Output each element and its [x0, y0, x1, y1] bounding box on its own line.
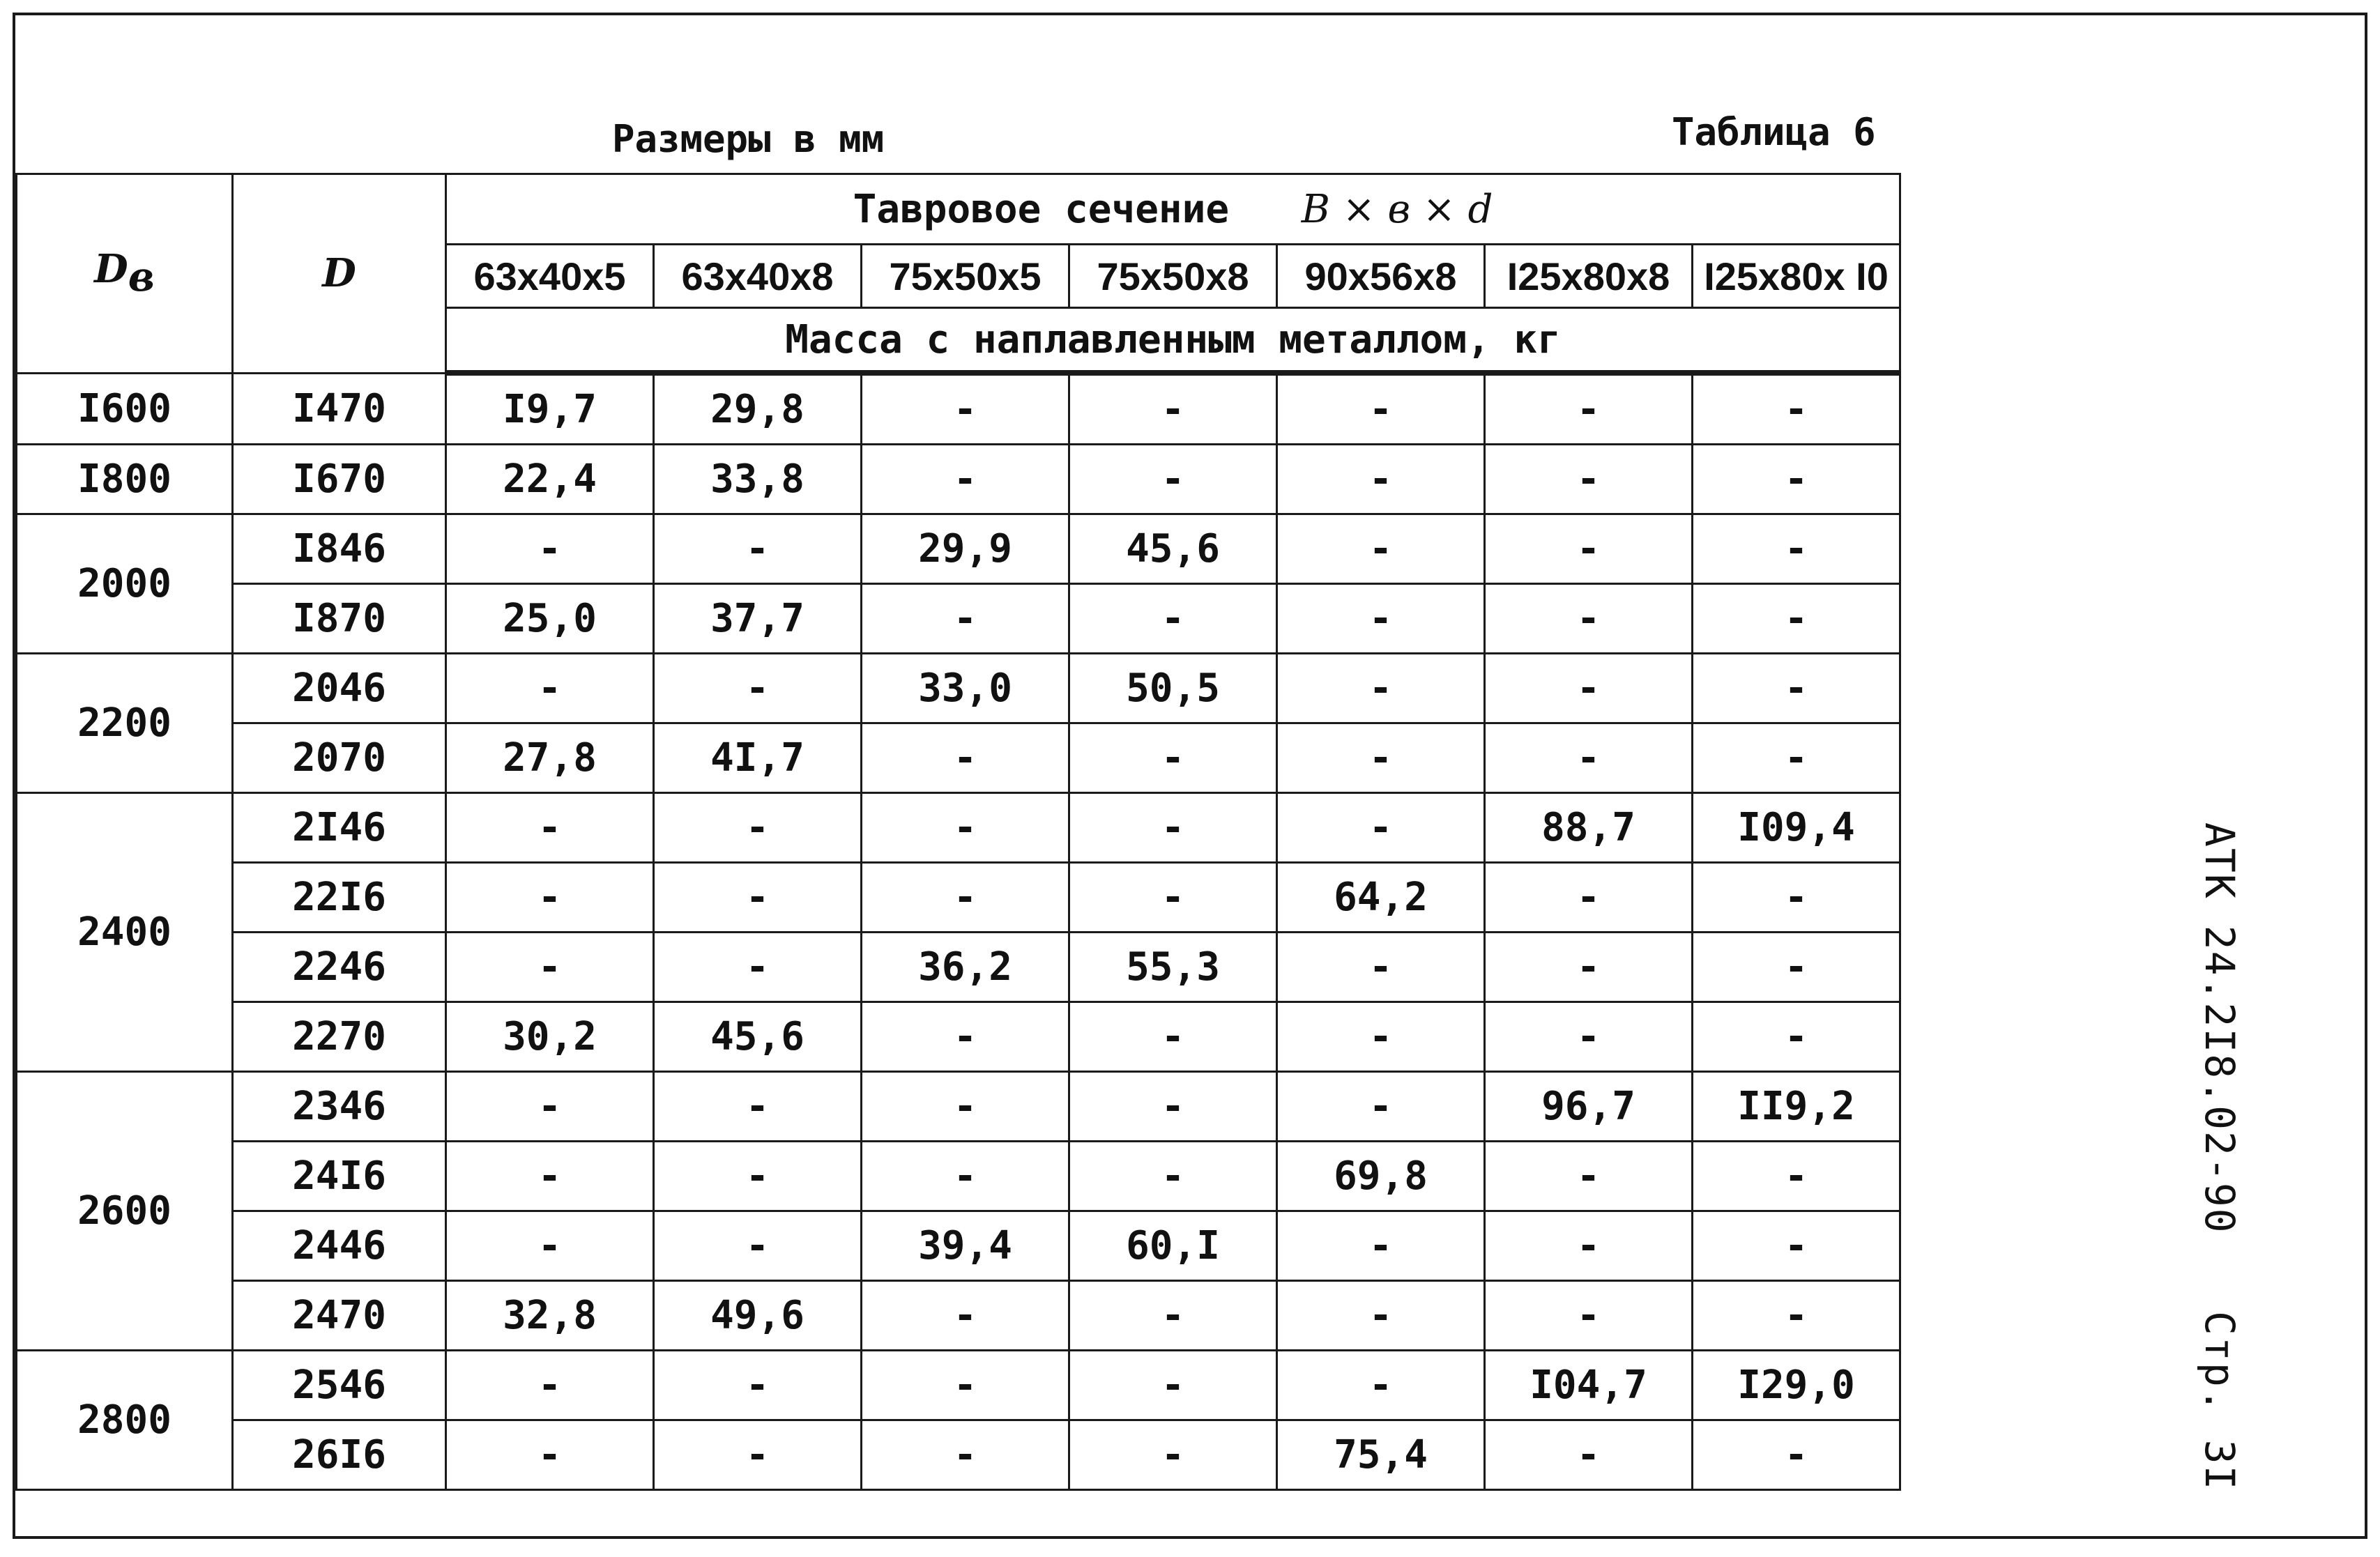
- mass-value-cell: -: [1277, 1211, 1485, 1281]
- mass-value-cell: -: [862, 723, 1069, 793]
- profile-header: 75x50x8: [1069, 245, 1277, 308]
- table-label: Таблица 6: [1672, 110, 1876, 154]
- mass-value-cell: 25,0: [446, 584, 654, 654]
- mass-value-cell: -: [1069, 723, 1277, 793]
- mass-value-cell: 4I,7: [654, 723, 862, 793]
- mass-value-cell: -: [1485, 1281, 1693, 1351]
- mass-value-cell: I09,4: [1693, 793, 1900, 863]
- mass-value-cell: -: [1485, 445, 1693, 514]
- table-row: [17, 1420, 1900, 1490]
- mass-value-cell: 69,8: [1277, 1142, 1485, 1211]
- mass-value-cell: -: [446, 933, 654, 1002]
- d-cell: 2470: [233, 1281, 446, 1351]
- mass-value-cell: -: [862, 584, 1069, 654]
- mass-value-cell: -: [446, 793, 654, 863]
- side-reference: [2196, 822, 2243, 1491]
- mass-value-cell: 55,3: [1069, 933, 1277, 1002]
- mass-value-cell: 29,9: [862, 514, 1069, 584]
- mass-value-cell: -: [1693, 654, 1900, 723]
- d-cell: 26I6: [233, 1420, 446, 1490]
- mass-value-cell: 29,8: [654, 373, 862, 445]
- page-number: Стр. 3I: [2196, 1310, 2243, 1491]
- mass-value-cell: 32,8: [446, 1281, 654, 1351]
- d-cell: I670: [233, 445, 446, 514]
- mass-value-cell: 75,4: [1277, 1420, 1485, 1490]
- table-row: [17, 514, 1900, 584]
- mass-value-cell: -: [654, 1211, 862, 1281]
- dv-cell: I800: [17, 445, 233, 514]
- mass-value-cell: -: [446, 1420, 654, 1490]
- mass-value-cell: -: [654, 654, 862, 723]
- mass-value-cell: -: [1069, 793, 1277, 863]
- d-cell: 2270: [233, 1002, 446, 1072]
- mass-value-cell: 64,2: [1277, 863, 1485, 933]
- table-row: [17, 373, 1900, 445]
- mass-value-cell: I04,7: [1485, 1351, 1693, 1420]
- mass-value-cell: -: [1069, 584, 1277, 654]
- mass-value-cell: -: [654, 793, 862, 863]
- mass-value-cell: 39,4: [862, 1211, 1069, 1281]
- mass-value-cell: -: [1277, 1002, 1485, 1072]
- profile-header: I25x80x8: [1485, 245, 1693, 308]
- dv-cell: 2600: [17, 1072, 233, 1351]
- mass-value-cell: -: [1485, 1211, 1693, 1281]
- table-row: [17, 723, 1900, 793]
- mass-value-cell: -: [1277, 445, 1485, 514]
- mass-value-cell: -: [1069, 1420, 1277, 1490]
- table-row: [17, 933, 1900, 1002]
- profile-header: 90x56x8: [1277, 245, 1485, 308]
- mass-value-cell: -: [1485, 1420, 1693, 1490]
- d-cell: 2070: [233, 723, 446, 793]
- mass-value-cell: -: [1277, 933, 1485, 1002]
- mass-value-cell: 45,6: [1069, 514, 1277, 584]
- section-title: Тавровое сечение: [853, 186, 1230, 232]
- mass-value-cell: -: [862, 445, 1069, 514]
- mass-value-cell: -: [862, 863, 1069, 933]
- dv-cell: I600: [17, 373, 233, 445]
- mass-value-cell: -: [1485, 654, 1693, 723]
- mass-value-cell: -: [1485, 514, 1693, 584]
- mass-value-cell: -: [1485, 584, 1693, 654]
- mass-value-cell: -: [1069, 1072, 1277, 1142]
- mass-value-cell: -: [862, 1072, 1069, 1142]
- d-cell: 22I6: [233, 863, 446, 933]
- mass-value-cell: -: [654, 1072, 862, 1142]
- mass-value-cell: -: [1069, 863, 1277, 933]
- d-cell: 2046: [233, 654, 446, 723]
- mass-value-cell: -: [1485, 863, 1693, 933]
- mass-value-cell: -: [446, 514, 654, 584]
- mass-value-cell: -: [1693, 933, 1900, 1002]
- mass-value-cell: -: [1693, 514, 1900, 584]
- mass-value-cell: -: [654, 863, 862, 933]
- mass-value-cell: -: [1485, 723, 1693, 793]
- mass-value-cell: -: [1069, 1351, 1277, 1420]
- mass-value-cell: II9,2: [1693, 1072, 1900, 1142]
- d-cell: I470: [233, 373, 446, 445]
- mass-value-cell: -: [1277, 793, 1485, 863]
- mass-value-cell: -: [654, 1142, 862, 1211]
- mass-value-cell: 88,7: [1485, 793, 1693, 863]
- mass-value-cell: -: [1277, 1281, 1485, 1351]
- dv-cell: 2800: [17, 1351, 233, 1490]
- d-cell: I846: [233, 514, 446, 584]
- mass-value-cell: -: [1693, 373, 1900, 445]
- profile-header: 75x50x5: [862, 245, 1069, 308]
- d-cell: 24I6: [233, 1142, 446, 1211]
- mass-value-cell: -: [1277, 373, 1485, 445]
- table-row: [17, 1211, 1900, 1281]
- mass-value-cell: -: [1693, 445, 1900, 514]
- dv-cell: 2000: [17, 514, 233, 654]
- mass-value-cell: -: [862, 793, 1069, 863]
- mass-value-cell: -: [1693, 1211, 1900, 1281]
- mass-value-cell: -: [1277, 584, 1485, 654]
- section-title-cell: [446, 174, 1900, 245]
- dv-cell: 2200: [17, 654, 233, 793]
- mass-value-cell: -: [1069, 1002, 1277, 1072]
- mass-value-cell: 60,I: [1069, 1211, 1277, 1281]
- mass-value-cell: 50,5: [1069, 654, 1277, 723]
- mass-value-cell: -: [1693, 1420, 1900, 1490]
- mass-caption: Масса с наплавленным металлом, кг: [446, 308, 1900, 374]
- table-body: [17, 373, 1900, 1490]
- mass-value-cell: -: [1277, 514, 1485, 584]
- mass-value-cell: -: [1485, 1002, 1693, 1072]
- mass-value-cell: -: [446, 1072, 654, 1142]
- mass-value-cell: I9,7: [446, 373, 654, 445]
- profile-header: I25x80x I0: [1693, 245, 1900, 308]
- mass-value-cell: -: [1069, 445, 1277, 514]
- table-row: [17, 1281, 1900, 1351]
- mass-value-cell: -: [1069, 373, 1277, 445]
- mass-value-cell: -: [654, 514, 862, 584]
- mass-value-cell: -: [1485, 933, 1693, 1002]
- document-code: АТК 24.2I8.02-90: [2196, 822, 2243, 1234]
- mass-value-cell: -: [1069, 1281, 1277, 1351]
- mass-value-cell: -: [1277, 1351, 1485, 1420]
- mass-value-cell: -: [862, 1002, 1069, 1072]
- mass-value-cell: -: [1277, 654, 1485, 723]
- mass-value-cell: 36,2: [862, 933, 1069, 1002]
- mass-value-cell: 37,7: [654, 584, 862, 654]
- mass-value-cell: -: [862, 1351, 1069, 1420]
- table-row: [17, 1072, 1900, 1142]
- d-cell: 2346: [233, 1072, 446, 1142]
- table-row: [17, 1002, 1900, 1072]
- mass-value-cell: -: [1693, 723, 1900, 793]
- mass-value-cell: -: [446, 1142, 654, 1211]
- mass-value-cell: 27,8: [446, 723, 654, 793]
- dv-cell: 2400: [17, 793, 233, 1072]
- d-cell: 2446: [233, 1211, 446, 1281]
- table-row: [17, 793, 1900, 863]
- mass-value-cell: 22,4: [446, 445, 654, 514]
- profile-header: 63x40x5: [446, 245, 654, 308]
- mass-value-cell: -: [1693, 584, 1900, 654]
- header-dv: $D_в$: [17, 174, 233, 374]
- units-caption: Размеры в мм: [612, 117, 885, 161]
- mass-value-cell: -: [862, 1281, 1069, 1351]
- mass-value-cell: -: [1485, 373, 1693, 445]
- mass-value-cell: 33,0: [862, 654, 1069, 723]
- mass-value-cell: -: [1069, 1142, 1277, 1211]
- mass-value-cell: -: [446, 1351, 654, 1420]
- d-cell: 2546: [233, 1351, 446, 1420]
- mass-value-cell: -: [862, 373, 1069, 445]
- profile-header: 63x40x8: [654, 245, 862, 308]
- mass-value-cell: -: [654, 1420, 862, 1490]
- mass-value-cell: -: [654, 933, 862, 1002]
- mass-value-cell: -: [1277, 1072, 1485, 1142]
- table-row: [17, 584, 1900, 654]
- mass-value-cell: 30,2: [446, 1002, 654, 1072]
- mass-value-cell: -: [1693, 863, 1900, 933]
- d-cell: 2I46: [233, 793, 446, 863]
- mass-value-cell: 45,6: [654, 1002, 862, 1072]
- mass-value-cell: -: [1693, 1281, 1900, 1351]
- mass-value-cell: -: [1693, 1002, 1900, 1072]
- table-row: [17, 1142, 1900, 1211]
- mass-value-cell: -: [1693, 1142, 1900, 1211]
- mass-value-cell: 96,7: [1485, 1072, 1693, 1142]
- mass-value-cell: -: [1485, 1142, 1693, 1211]
- d-cell: I870: [233, 584, 446, 654]
- d-cell: 2246: [233, 933, 446, 1002]
- table-row: [17, 1351, 1900, 1420]
- table-row: [17, 445, 1900, 514]
- mass-value-cell: 49,6: [654, 1281, 862, 1351]
- mass-value-cell: -: [862, 1142, 1069, 1211]
- mass-value-cell: -: [446, 654, 654, 723]
- header-d: D: [233, 174, 446, 374]
- mass-table: [15, 173, 1901, 1491]
- mass-value-cell: -: [862, 1420, 1069, 1490]
- mass-value-cell: -: [446, 1211, 654, 1281]
- table-row: [17, 863, 1900, 933]
- section-formula: B × в × d: [1301, 186, 1493, 232]
- mass-value-cell: -: [446, 863, 654, 933]
- mass-value-cell: -: [654, 1351, 862, 1420]
- mass-value-cell: I29,0: [1693, 1351, 1900, 1420]
- table-row: [17, 654, 1900, 723]
- mass-value-cell: 33,8: [654, 445, 862, 514]
- mass-value-cell: -: [1277, 723, 1485, 793]
